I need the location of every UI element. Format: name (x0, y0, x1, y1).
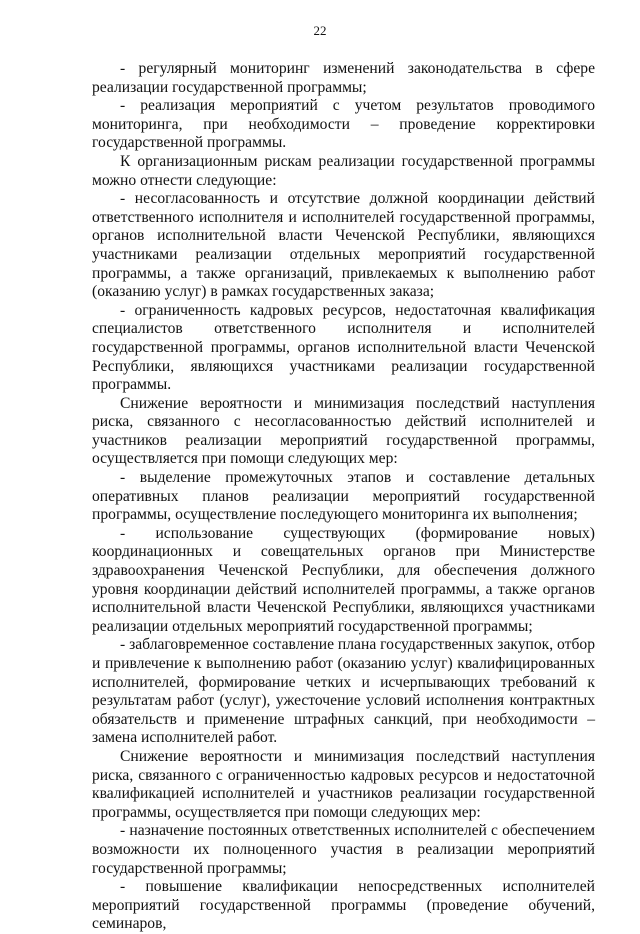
paragraph-staff-risk: - ограниченность кадровых ресурсов, недостаточная квалификация специалистов ответственного исполнителя и исполнителей государственной программы, органов исполнительной власти Чеченской Республики, являющихся участниками реализации государственной программы. (92, 301, 595, 394)
paragraph-staff-mitigation-intro: Снижение вероятности и минимизация последствий наступления риска, связанного с ограниченностью кадровых ресурсов и недостаточной квалификацией исполнителей и участников реализации государственной программы, осуществляется при помощи следующих мер: (92, 747, 595, 821)
paragraph-responsible-executors: - назначение постоянных ответственных исполнителей с обеспечением возможности их полноценного участия в реализации мероприятий государственной программы; (92, 822, 595, 877)
paragraph-organizational-risks-intro: К организационным рискам реализации государственной программы можно отнести следующие: (92, 152, 595, 189)
document-body (92, 60, 595, 934)
page-number: 22 (313, 23, 327, 38)
paragraph-monitoring-legislation: - регулярный мониторинг изменений законодательства в сфере реализации государственной программы; (92, 60, 595, 96)
paragraph-qualification-improvement: - повышение квалификации непосредственных исполнителей мероприятий государственной программы (проведение обучений, семинаров, (92, 878, 595, 933)
paragraph-intermediate-stages: - выделение промежуточных этапов и составление детальных оперативных планов реализации мероприятий государственной программы, осуществление последующего мониторинга их выполнения; (92, 469, 595, 524)
paragraph-coordination-bodies: - использование существующих (формирование новых) координационных и совещательных органов при Министерстве здравоохранения Чеченской Республики, для обеспечения должного уровня координации действий исполнителей программы, а также органов исполнительной власти Чеченской Республики, являющихся участниками реализации отдельных мероприятий государственной программы; (92, 524, 595, 635)
paragraph-procurement-plan: - заблаговременное составление плана государственных закупок, отбор и привлечение к выполнению работ (оказанию услуг) квалифицированных исполнителей, формирование четких и исчерпывающих требований к результатам работ (услуг), ужесточение условий исполнения контрактных обязательств и применение штрафных санкций, при необходимости – замена исполнителей работ. (92, 636, 595, 747)
paragraph-coordination-mitigation-intro: Снижение вероятности и минимизация последствий наступления риска, связанного с несогласованностью действий исполнителей и участников реализации мероприятий государственной программы, осуществляется при помощи следующих мер: (92, 394, 595, 468)
paragraph-correction-measures: - реализация мероприятий с учетом результатов проводимого мониторинга, при необходимости – проведение корректировки государственной программы. (92, 97, 595, 152)
paragraph-coordination-risk: - несогласованность и отсутствие должной координации действий ответственного исполнителя и исполнителей государственной программы, органов исполнительной власти Чеченской Республики, являющихся участниками реализации отдельных мероприятий государственной программы, а также организаций, привлекаемых к выполнению работ (оказанию услуг) в рамках государственных заказа; (92, 190, 595, 301)
